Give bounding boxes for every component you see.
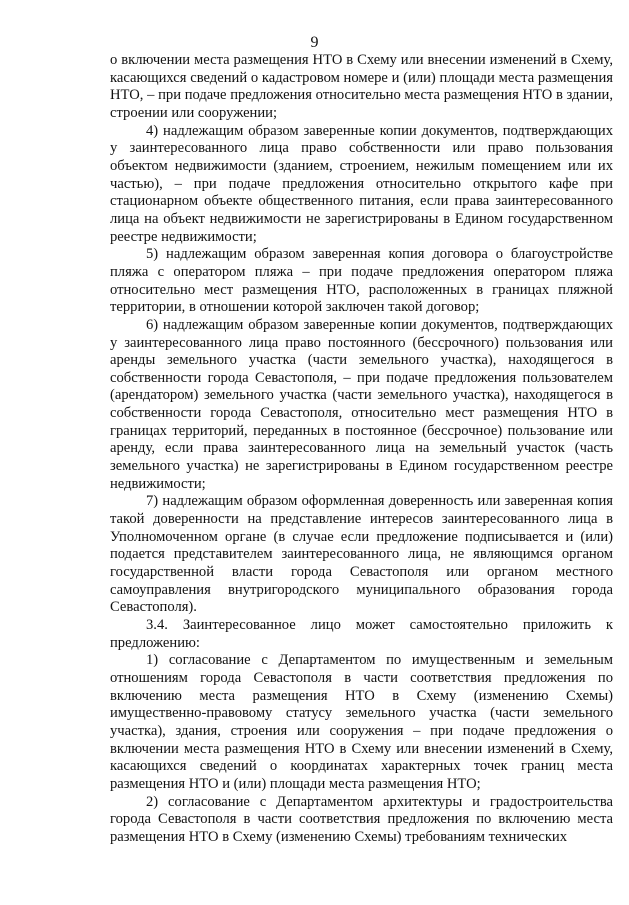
paragraph-item-7: 7) надлежащим образом оформленная доверенность или заверенная копия такой доверенности на представление интересов заинтересованного лица в Уполномоченном органе (в случае если предложение подписывается и (или) подается представителем заинтересованного лица, не являющимся органом государственной власти города Севастополя или органом местного самоуправления внутригородского муниципального образования города Севастополя). (110, 493, 613, 616)
paragraph-continuation: о включении места размещения НТО в Схему или внесении изменений в Схему, касающихся сведений о кадастровом номере и (или) площади места размещения НТО, – при подаче предложения относительно места размещения НТО в здании, строении или сооружении; (110, 52, 613, 121)
paragraph-section-3-4: 3.4. Заинтересованное лицо может самостоятельно приложить к предложению: (110, 617, 613, 651)
document-body (110, 52, 613, 847)
page-number: 9 (310, 34, 319, 51)
paragraph-subitem-2: 2) согласование с Департаментом архитектуры и градостроительства города Севастополя в части соответствия предложения по включению места размещения НТО в Схему (изменению Схемы) требованиям технических (110, 793, 613, 845)
paragraph-item-5: 5) надлежащим образом заверенная копия договора о благоустройстве пляжа с оператором пляжа – при подаче предложения оператором пляжа относительно мест размещения НТО, расположенных в границах пляжной территории, в отношении которой заключен такой договор; (110, 246, 613, 316)
paragraph-subitem-1: 1) согласование с Департаментом по имущественным и земельным отношениям города Севастополя в части соответствия предложения по включению места размещения НТО в Схему (изменению Схемы) имущественно-правовому статусу земельного участка (части земельного участка), здания, строения или сооружения – при подаче предложения о включении места размещения НТО в Схему или внесении изменений в Схему, касающихся сведений о координатах характерных точек границ места размещения НТО и (или) площади места размещения НТО; (110, 652, 613, 792)
paragraph-item-6: 6) надлежащим образом заверенные копии документов, подтверждающих у заинтересованного лица право постоянного (бессрочного) пользования или аренды земельного участка (части земельного участка), находящегося в собственности города Севастополя, – при подаче предложения пользователем (арендатором) земельного участка (части земельного участка), находящегося в собственности города Севастополя, относительно мест размещения НТО в границах территорий, переданных в постоянное (бессрочное) пользование или аренду, если права заинтересованного лица на земельный участок (часть земельного участка) не зарегистрированы в Едином государственном реестре недвижимости; (110, 316, 613, 492)
paragraph-item-4: 4) надлежащим образом заверенные копии документов, подтверждающих у заинтересованного лица право собственности или право пользования объектом недвижимости (зданием, строением, нежилым помещением или их частью), – при подаче предложения относительно открытого кафе при стационарном объекте общественного питания, если права заинтересованного лица на объект недвижимости не зарегистрированы в Едином государственном реестре недвижимости; (110, 122, 613, 245)
